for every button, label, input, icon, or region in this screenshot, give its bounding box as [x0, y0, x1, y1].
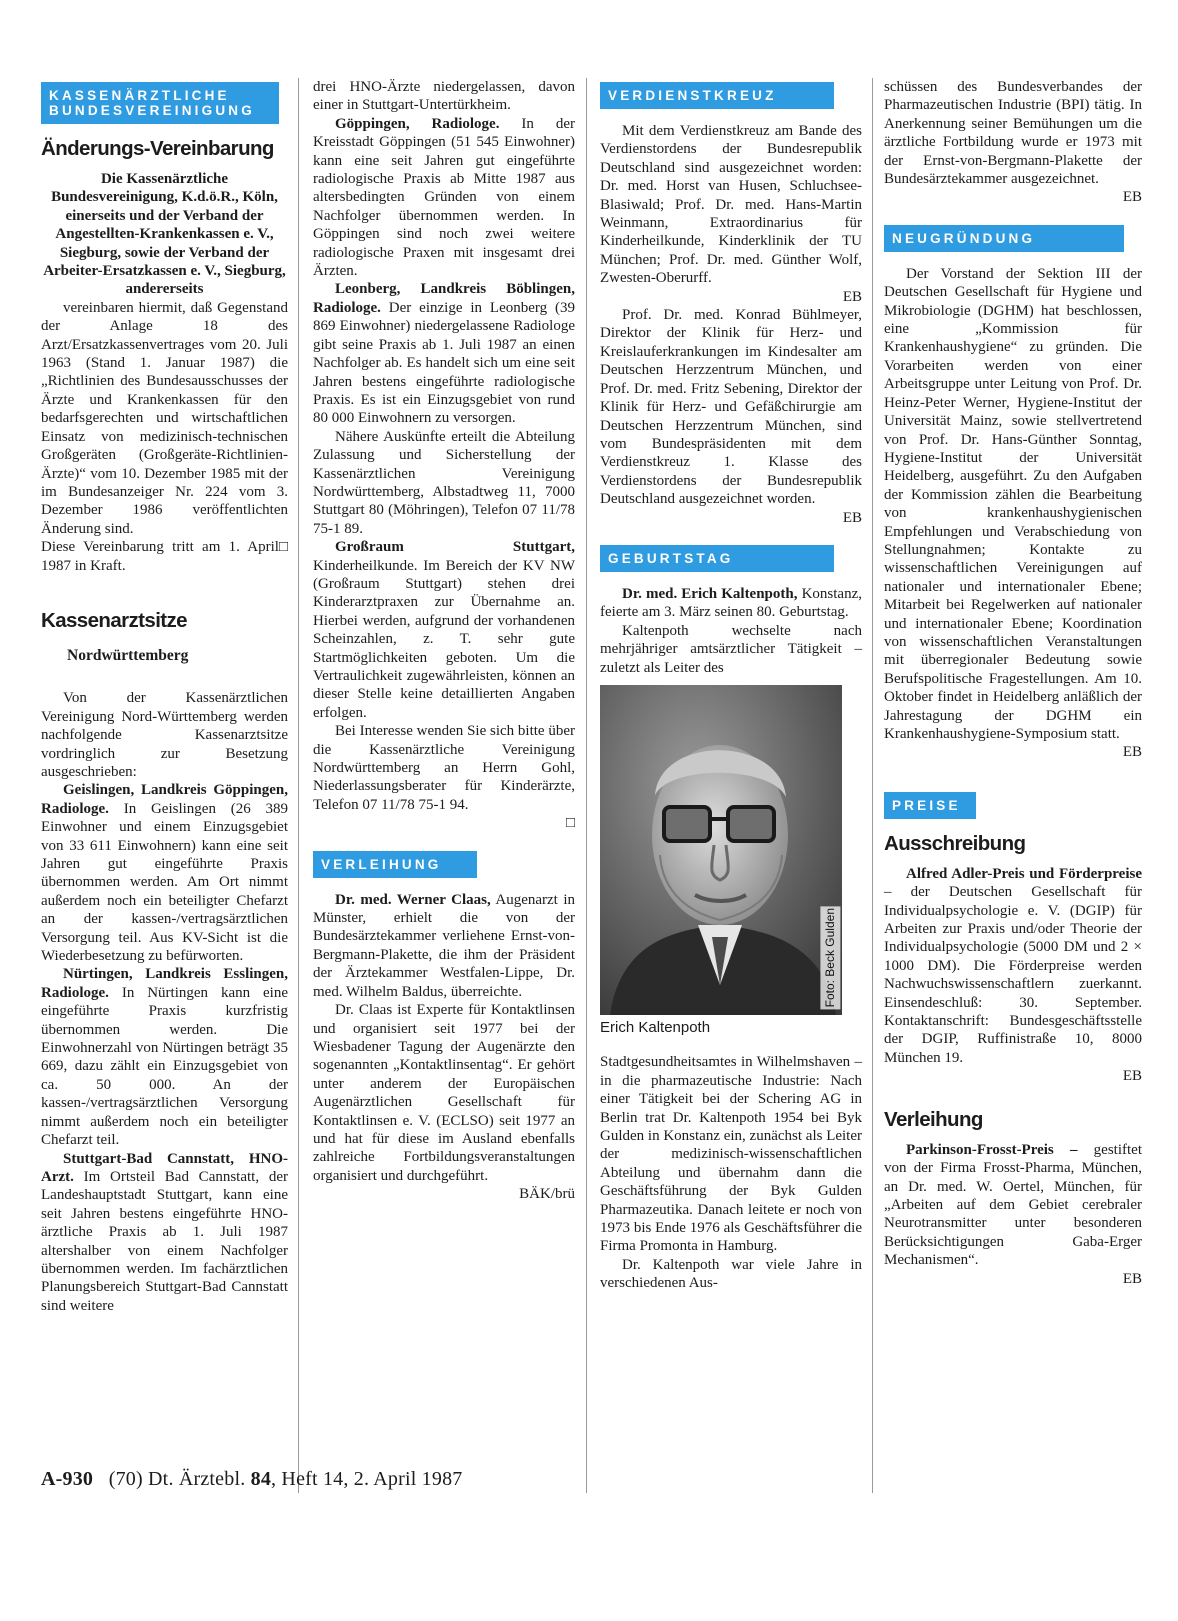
paragraph: drei HNO-Ärzte niedergelassen, davon einer in Stuttgart-Untertürkheim.	[313, 79, 575, 114]
listing-text: Der einzige in Leonberg (39 869 Einwohner) niedergelassene Radiologe gibt seine Praxis ab 1. Juli 1987 an einen Nachfolger ab. Es handelt sich um eine seit Jahren bestens eingeführte radiologische Praxis. Es ist ein Einzugsgebiet von rund 80 000 Einwohnern zu versorgen.	[313, 299, 575, 427]
listing-head: Stuttgart-Bad Cannstatt, HNO-Arzt.	[41, 1150, 288, 1185]
paragraph-parkinson-preis	[884, 1141, 1142, 1270]
person-name: Dr. med. Werner Claas,	[335, 891, 491, 908]
column-2	[313, 78, 575, 1204]
page-footer	[41, 1468, 462, 1491]
paragraph-text: Augenarzt in Münster, erhielt die von der Bundesärztekammer verliehene Ernst-von-Bergmann-Plakette, die ihm der Präsident der Ärztekammer Westfalen-Lippe, Dr. med. Wilhelm Baldus, überreichte.	[313, 891, 575, 1000]
column-rule	[586, 78, 587, 1493]
paragraph: Stadtgesundheitsamtes in Wilhelmshaven – in die pharmazeutische Industrie: Nach einer Tätigkeit bei der Schering AG in Berlin trat Dr. Kaltenpoth 1954 bei Byk Gulden in Konstanz ein, zunächst als Leiter der medizinisch-wissenschaftlichen Abteilung und übernahm dann die Geschäftsführung der Byk Gulden Pharmazeutika. Danach leitete er noch von 1973 bis Ende 1976 als Geschäftsführer die Firma Promonta in Hamburg.	[600, 1054, 863, 1255]
section-banner-kbv: KASSENÄRZTLICHE BUNDESVEREINIGUNG	[41, 82, 279, 124]
signature: EB	[1122, 1068, 1142, 1085]
column-rule	[298, 78, 299, 1493]
signature: EB	[842, 288, 862, 305]
paragraph-text: gestiftet von der Firma Frosst-Pharma, München, an Dr. med. W. Oertel, München, für „Arbeiten auf dem Gebiet cerebraler Neurotransmitter unter besonderen Berücksichtigungen Gaba-Erger Mechanismen“.	[884, 1141, 1142, 1269]
paragraph-text: Diese Vereinbarung tritt am 1. April 1987 in Kraft.	[41, 539, 279, 574]
listing-head: Nürtingen, Landkreis Esslingen, Radiologe.	[41, 966, 288, 1001]
signature: EB	[842, 509, 862, 526]
photo-caption: Erich Kaltenpoth	[600, 1018, 711, 1036]
paragraph-closing	[41, 538, 288, 575]
end-mark: □	[565, 815, 575, 832]
headline-aenderungs-vereinbarung: Änderungs-Vereinbarung	[41, 137, 274, 160]
column-3	[600, 78, 862, 1293]
signature: EB	[1122, 189, 1142, 206]
section-banner-neugruendung: NEUGRÜNDUNG	[884, 225, 1124, 252]
listing-text: Kinderheilkunde. Im Bereich der KV NW (Großraum Stuttgart) stehen drei Kinderarztpraxen zur Übernahme an. Hierbei werden, aufgrund der vorhandenen Scheinzahlen, z. T. sehr gute Startmöglichkeiten geboten. Um die Vertraulichkeit zugewährleisten, können an dieser Stelle keine detaillierten Angaben erfolgen.	[313, 557, 575, 721]
issue-date: , Heft 14, 2. April 1987	[271, 1468, 463, 1490]
paragraph: Dr. Kaltenpoth war viele Jahre in verschiedenen Aus-	[600, 1256, 862, 1292]
paragraph: Bei Interesse wenden Sie sich bitte über die Kassenärztliche Vereinigung Nordwürttemberg an Herrn Gohl, Niederlassungsberater für Kinderärzte, Telefon 07 11/78 75-1 94.	[313, 723, 575, 813]
paragraph-kaltenpoth	[600, 585, 862, 622]
section-banner-preise: PREISE	[884, 792, 976, 819]
paragraph-text: – der Deutschen Gesellschaft für Individualpsychologie e. V. (DGIP) für Arbeiten zur Praxis und/oder Theorie der Individualpsychologie (5000 DM und 2 × 1000 DM). Die Förderpreise werden Nachwuchswissenschaftlern zuerkannt. Einsendeschluß: 30. September. Kontaktanschrift: Bundesgeschäftsstelle der DGIP, Ruffinistraße 10, 8000 München 19.	[884, 884, 1142, 1066]
listing-head: Geislingen, Landkreis Göppingen, Radiologe.	[41, 782, 288, 817]
listing-bad-cannstatt	[41, 1150, 288, 1316]
column-rule	[872, 78, 873, 1493]
listing-geislingen	[41, 781, 288, 965]
column-4	[884, 78, 1142, 1288]
listing-goeppingen	[313, 115, 575, 281]
signature: EB	[1122, 744, 1142, 761]
column-1	[41, 78, 288, 1315]
paragraph: Kaltenpoth wechselte nach mehrjähriger amtsärztlicher Tätigkeit – zuletzt als Leiter des	[600, 622, 862, 676]
prize-name: Parkinson-Frosst-Preis –	[906, 1141, 1078, 1158]
headline-ausschreibung: Ausschreibung	[884, 831, 1026, 855]
signature: BÄK/brü	[519, 1186, 575, 1203]
listing-head: Leonberg, Landkreis Böblingen, Radiologe.	[313, 281, 575, 316]
listing-text: Im Ortsteil Bad Cannstatt, der Landeshauptstadt Stuttgart, kann eine seit Jahren bestens eingeführte HNO-ärztliche Praxis ab 1. Juli 1987 altershalber von einem Nachfolger übernommen werden. Im fachärztlichen Planungsbereich Stuttgart-Bad Cannstatt sind weitere	[41, 1168, 288, 1314]
paragraph: vereinbaren hiermit, daß Gegenstand der Anlage 18 des Arzt/Ersatzkassenvertrages vom 20. Juli 1963 (Stand 1. Januar 1987) die „Richtlinien des Bundesausschusses der Ärzte und Krankenkassen für den bedarfsgerechten und wirtschaftlichen Einsatz von medizinisch-technischen Großgeräten (Großgeräte-Richtlinien-Ärzte)“ vom 10. Dezember 1985 mit der im Bundesanzeiger Nr. 224 vom 3. Dezember 1986 veröffentlichten Änderung sind.	[41, 299, 288, 537]
section-banner-verleihung: VERLEIHUNG	[313, 851, 477, 878]
paragraph: Der Vorstand der Sektion III der Deutschen Gesellschaft für Hygiene und Mikrobiologie (DGHM) hat beschlossen, eine „Kommission für Krankenhaushygiene“ zu gründen. Die Vorarbeiten werden von einer Arbeitsgruppe unter Leitung von Prof. Dr. Heinz-Peter Werner, Hygiene-Institut der Universität Mainz, sowie stellvertretend von Prof. Dr. Hans-Günther Sonntag, Hygiene-Institut der Universität Heidelberg, ausgeführt. Zu den Aufgaben der Kommission zählen die Bearbeitung von krankenhaushygienischen Empfehlungen und Verabschiedung von Stellungnahmen; Kontakte zu wissenschaftlichen Vereinigungen auf nationaler und internationaler Ebene; Mitarbeit bei Regelwerken auf nationaler und internationaler Ebene; Koordination von wissenschaftlichen Veranstaltungen mit überregionaler Bedeutung sowie Berufspolitische Fragestellungen. Am 10. Oktober findet in Heidelberg anläßlich der Jahrestagung der DGHM ein Krankenhaushygiene-Symposium statt.	[884, 265, 1142, 742]
paragraph-adler-preis	[884, 865, 1142, 1067]
listing-nuertingen	[41, 965, 288, 1149]
subhead-nordwuerttemberg: Nordwürttemberg	[67, 646, 189, 664]
paragraph: Nähere Auskünfte erteilt die Abteilung Zulassung und Sicherstellung der Kassenärztlichen Vereinigung Nordwürttemberg, Albstadtweg 11, 7000 Stuttgart 80 (Möhringen), Telefon 07 11/78 75-1 89.	[313, 428, 575, 537]
paragraph: Prof. Dr. med. Konrad Bühlmeyer, Direktor der Klinik für Herz- und Kreislauferkrankungen im Kindesalter am Deutschen Herzzentrum München, und Prof. Dr. med. Fritz Sebening, Direktor der Klinik für Herz- und Gefäßchirurgie am Deutschen Herzzentrum München, sind vom Bundespräsidenten mit dem Verdienstkreuz 1. Klasse des Verdienstordens der Bundesrepublik Deutschland ausgezeichnet worden.	[600, 307, 862, 508]
portrait-photo	[600, 685, 842, 1015]
listing-grossraum-stuttgart	[313, 538, 575, 722]
listing-head: Großraum Stuttgart,	[335, 539, 575, 556]
paragraph: Von der Kassenärztlichen Vereinigung Nord-Württemberg werden nachfolgende Kassenarztsitze vordringlich zur Besetzung ausgeschrieben:	[41, 690, 288, 780]
listing-text: In Geislingen (26 389 Einwohner und einem Einzugsgebiet von 33 611 Einwohnern) kann eine seit Jahren gut eingeführte Praxis übernommen werden. Am Ort nimmt außerdem noch ein beteiligter Chefarzt an der kassen-/vertragsärztlichen Versorgung teil. Aus KV-Sicht ist die Wiederbesetzung zu befürworten.	[41, 800, 288, 965]
paragraph-text: Konstanz, feierte am 3. März seinen 80. Geburtstag.	[600, 585, 863, 621]
photo-credit: Foto: Beck Gulden	[820, 906, 840, 1009]
person-name: Dr. med. Erich Kaltenpoth,	[622, 585, 798, 602]
end-mark: □	[278, 539, 288, 556]
portrait-illustration	[600, 685, 842, 1015]
intro-parties: Die Kassenärztliche Bundesvereinigung, K.d.ö.R., Köln, einerseits und der Verband der Angestellten-Krankenkassen e. V., Siegburg, sowie der Verband der Arbeiter-Ersatzkassen e. V., Siegburg, andererseits	[43, 171, 286, 298]
section-banner-geburtstag: GEBURTSTAG	[600, 545, 834, 572]
listing-leonberg	[313, 280, 575, 427]
listing-text: In der Kreisstadt Göppingen (51 545 Einwohner) kann eine seit Jahren gut eingeführte radiologische Praxis ab Mitte 1987 aus altersbedingten Gründen von einem Nachfolger übernommen werden. In Göppingen sind noch zwei weitere radiologische Praxen mit insgesamt drei Ärzten.	[313, 115, 575, 280]
headline-verleihung: Verleihung	[884, 1107, 983, 1131]
listing-head: Göppingen, Radiologe.	[335, 115, 500, 132]
issue-label: (70) Dt. Ärztebl.	[108, 1468, 246, 1490]
signature: EB	[1122, 1270, 1142, 1287]
paragraph: Mit dem Verdienstkreuz am Bande des Verdienstordens der Bundesrepublik Deutschland sind ausgezeichnet worden: Dr. med. Horst van Husen, Schluchsee-Blasiwald; Prof. Dr. med. Hans-Martin Weinmann, Extraordinarius für Kinderheilkunde, Kinderklinik der TU München; Prof. Dr. med. Günther Wolf, Zwesten-Oberurff.	[600, 123, 862, 287]
paragraph: Dr. Claas ist Experte für Kontaktlinsen und organisiert seit 1977 bei der Wiesbadener Tagung der Augenärzte den sogenannten „Kontaktlinsentag“. Er gehört unter anderem der Europäischen Augenärztlichen Gesellschaft für Kontaktlinsen e. V. (ECLSO) seit 1977 an und hat für diese im Ausland ebenfalls zahlreiche Fortbildungsveranstaltungen organisiert und durchgeführt.	[313, 1002, 575, 1184]
section-banner-verdienstkreuz: VERDIENSTKREUZ	[600, 82, 834, 109]
listing-text: In Nürtingen kann eine eingeführte Praxis kurzfristig übernommen werden. Die Einwohnerzahl von Nürtingen beträgt 35 669, dazu zählt ein Einzugsgebiet von ca. 50 000. An der kassen-/vertragsärztlichen Versorgung nimmt außerdem noch ein beteiligter Chefarzt teil.	[41, 984, 288, 1149]
headline-kassenarztsitze: Kassenarztsitze	[41, 608, 187, 632]
volume-number: 84	[250, 1468, 272, 1490]
paragraph: schüssen des Bundesverbandes der Pharmazeutischen Industrie (BPI) tätig. In Anerkennung seiner Bemühungen um die ärztliche Fortbildung wurde er 1973 mit der Ernst-von-Bergmann-Plakette der Bundesärztekammer ausgezeichnet.	[884, 79, 1142, 188]
paragraph-claas	[313, 891, 575, 1001]
page-number: A-930	[41, 1468, 94, 1490]
prize-name: Alfred Adler-Preis und Förderpreise	[906, 865, 1142, 882]
